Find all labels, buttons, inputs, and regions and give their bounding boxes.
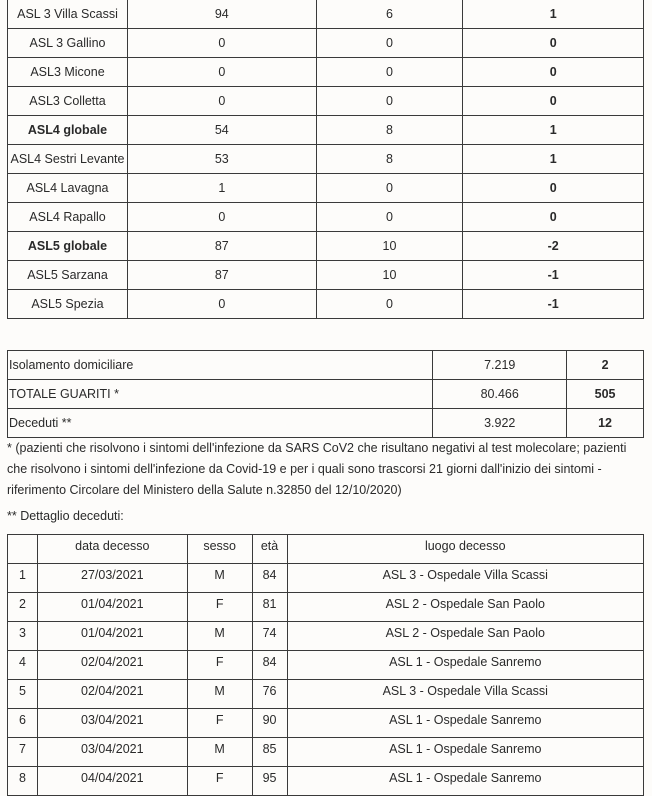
asl-delta: 0 [463,203,644,232]
death-age: 90 [252,709,287,738]
death-place: ASL 1 - Ospedale Sanremo [287,767,643,796]
death-place: ASL 1 - Ospedale Sanremo [287,709,643,738]
table-row [8,593,644,622]
asl-delta: 0 [463,58,644,87]
death-number: 6 [8,709,38,738]
table-row [8,145,644,174]
death-number: 8 [8,767,38,796]
asl-value-2: 0 [316,290,463,319]
asl-name: ASL5 Spezia [8,290,128,319]
table-row [8,709,644,738]
total-delta: 12 [567,409,644,438]
death-age: 84 [252,651,287,680]
total-label: Isolamento domiciliare [8,351,433,380]
asl-value-1: 0 [127,29,316,58]
asl-value-1: 87 [127,232,316,261]
header-number [8,535,38,564]
death-date: 27/03/2021 [37,564,187,593]
table-row [8,203,644,232]
death-sex: F [187,651,252,680]
total-label: Deceduti ** [8,409,433,438]
total-delta: 505 [567,380,644,409]
table-row [8,738,644,767]
asl-value-2: 0 [316,87,463,116]
header-sex: sesso [187,535,252,564]
asl-value-2: 6 [316,0,463,29]
header-date: data decesso [37,535,187,564]
header-place: luogo decesso [287,535,643,564]
table-row [8,261,644,290]
table-row [8,409,644,438]
death-age: 76 [252,680,287,709]
death-place: ASL 1 - Ospedale Sanremo [287,738,643,767]
asl-delta: 0 [463,174,644,203]
asl-name: ASL5 Sarzana [8,261,128,290]
asl-name: ASL4 globale [8,116,128,145]
death-date: 01/04/2021 [37,593,187,622]
death-sex: M [187,564,252,593]
asl-value-1: 0 [127,87,316,116]
asl-value-1: 0 [127,203,316,232]
table-row [8,622,644,651]
asl-value-1: 0 [127,290,316,319]
death-date: 01/04/2021 [37,622,187,651]
asl-value-1: 1 [127,174,316,203]
death-date: 02/04/2021 [37,651,187,680]
death-sex: F [187,593,252,622]
asl-name: ASL4 Sestri Levante [8,145,128,174]
death-place: ASL 3 - Ospedale Villa Scassi [287,564,643,593]
table-row [8,87,644,116]
asl-value-1: 94 [127,0,316,29]
total-value: 80.466 [433,380,567,409]
totals-table-body [8,351,644,438]
asl-name: ASL3 Micone [8,58,128,87]
asl-value-2: 0 [316,203,463,232]
table-row [8,351,644,380]
asl-name: ASL4 Lavagna [8,174,128,203]
asl-name: ASL 3 Gallino [8,29,128,58]
death-age: 85 [252,738,287,767]
table-row [8,564,644,593]
death-place: ASL 2 - Ospedale San Paolo [287,622,643,651]
header-age: età [252,535,287,564]
asl-delta: 1 [463,0,644,29]
asl-delta: 1 [463,116,644,145]
death-number: 1 [8,564,38,593]
totals-table [7,350,644,438]
total-delta: 2 [567,351,644,380]
table-row [8,174,644,203]
guariti-footnote: * (pazienti che risolvono i sintomi dell'infezione da SARS CoV2 che risultano negativi al test molecolare; pazienti che risolvono i sintomi dell'infezione da Covid-19 e per i quali sono trascorsi 21 giorni dall'inizio dei sintomi - riferimento Circolare del Ministero della Salute n.32850 del 12/10/2020) [7,441,627,497]
table-row [8,116,644,145]
asl-table-body [8,0,644,319]
death-sex: M [187,738,252,767]
asl-name: ASL5 globale [8,232,128,261]
death-number: 7 [8,738,38,767]
asl-value-1: 87 [127,261,316,290]
asl-name: ASL4 Rapallo [8,203,128,232]
deaths-table-body [8,564,644,796]
asl-value-2: 8 [316,116,463,145]
asl-delta: -2 [463,232,644,261]
asl-delta: 0 [463,87,644,116]
death-date: 02/04/2021 [37,680,187,709]
asl-value-2: 10 [316,261,463,290]
total-label: TOTALE GUARITI * [8,380,433,409]
death-sex: F [187,709,252,738]
death-age: 84 [252,564,287,593]
death-place: ASL 2 - Ospedale San Paolo [287,593,643,622]
death-number: 5 [8,680,38,709]
death-date: 04/04/2021 [37,767,187,796]
death-age: 74 [252,622,287,651]
death-date: 03/04/2021 [37,738,187,767]
asl-value-2: 8 [316,145,463,174]
table-row [8,651,644,680]
table-row [8,380,644,409]
death-number: 4 [8,651,38,680]
asl-delta: -1 [463,290,644,319]
total-value: 3.922 [433,409,567,438]
table-row [8,680,644,709]
death-place: ASL 1 - Ospedale Sanremo [287,651,643,680]
death-place: ASL 3 - Ospedale Villa Scassi [287,680,643,709]
death-sex: M [187,680,252,709]
asl-value-1: 54 [127,116,316,145]
table-row [8,0,644,29]
table-row [8,58,644,87]
asl-delta: -1 [463,261,644,290]
asl-value-2: 0 [316,58,463,87]
asl-delta: 1 [463,145,644,174]
asl-value-1: 53 [127,145,316,174]
deaths-table-header [8,535,644,564]
asl-table [7,0,644,319]
total-value: 7.219 [433,351,567,380]
deaths-table [7,534,644,796]
table-row [8,290,644,319]
death-number: 2 [8,593,38,622]
asl-value-1: 0 [127,58,316,87]
death-sex: M [187,622,252,651]
asl-value-2: 0 [316,174,463,203]
death-sex: F [187,767,252,796]
table-row [8,29,644,58]
table-row [8,767,644,796]
death-age: 95 [252,767,287,796]
death-age: 81 [252,593,287,622]
asl-name: ASL 3 Villa Scassi [8,0,128,29]
deaths-detail-title: ** Dettaglio deceduti: [7,509,124,523]
table-header-row [8,535,644,564]
asl-value-2: 0 [316,29,463,58]
table-row [8,232,644,261]
asl-delta: 0 [463,29,644,58]
asl-value-2: 10 [316,232,463,261]
death-number: 3 [8,622,38,651]
asl-name: ASL3 Colletta [8,87,128,116]
death-date: 03/04/2021 [37,709,187,738]
